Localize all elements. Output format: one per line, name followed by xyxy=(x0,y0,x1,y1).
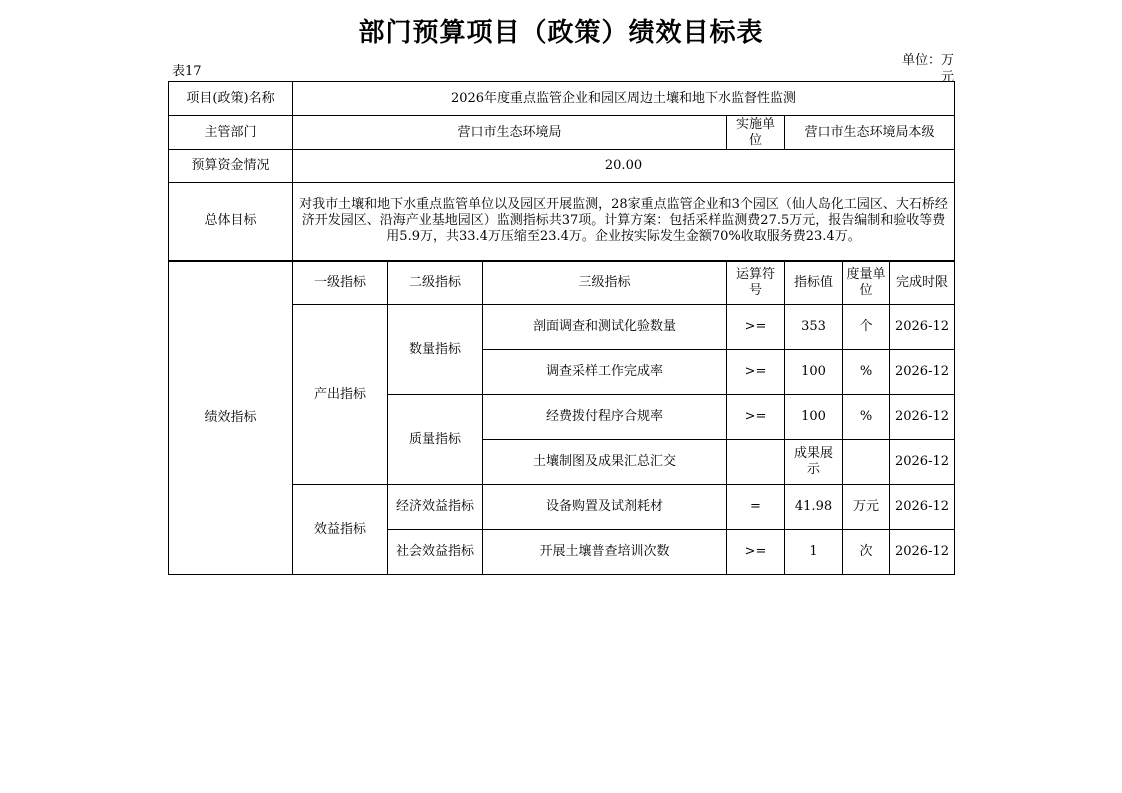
indicator-deadline: 2026-12 xyxy=(890,350,955,395)
indicator-deadline: 2026-12 xyxy=(890,485,955,530)
indicator-deadline: 2026-12 xyxy=(890,305,955,350)
header-level1: 一级指标 xyxy=(293,261,388,305)
level2-economic: 经济效益指标 xyxy=(388,485,483,530)
level2-quality: 质量指标 xyxy=(388,395,483,485)
indicator-unit xyxy=(843,440,890,485)
header-unit: 度量单位 xyxy=(843,261,890,305)
indicator-unit: % xyxy=(843,395,890,440)
indicator-unit: % xyxy=(843,350,890,395)
header-level2: 二级指标 xyxy=(388,261,483,305)
indicator-operator: >= xyxy=(727,350,785,395)
header-operator: 运算符号 xyxy=(727,261,785,305)
page-title: 部门预算项目（政策）绩效目标表 xyxy=(358,18,764,48)
indicator-value: 1 xyxy=(785,530,843,575)
table-number: 表17 xyxy=(172,64,202,79)
indicator-deadline: 2026-12 xyxy=(890,530,955,575)
performance-target-table xyxy=(168,81,955,575)
indicator-name: 设备购置及试剂耗材 xyxy=(483,485,727,530)
indicator-operator: >= xyxy=(727,395,785,440)
indicator-unit: 次 xyxy=(843,530,890,575)
indicator-value: 100 xyxy=(785,350,843,395)
indicator-value: 41.98 xyxy=(785,485,843,530)
project-name-label: 项目(政策)名称 xyxy=(169,82,293,116)
dept-label: 主管部门 xyxy=(169,116,293,150)
level2-quantity: 数量指标 xyxy=(388,305,483,395)
indicator-name: 经费拨付程序合规率 xyxy=(483,395,727,440)
project-name-value: 2026年度重点监管企业和园区周边土壤和地下水监督性监测 xyxy=(293,82,955,116)
indicator-value: 成果展示 xyxy=(785,440,843,485)
dept-value: 营口市生态环境局 xyxy=(293,116,727,150)
level1-benefit: 效益指标 xyxy=(293,485,388,575)
indicator-unit: 个 xyxy=(843,305,890,350)
indicator-operator: >= xyxy=(727,305,785,350)
indicator-value: 100 xyxy=(785,395,843,440)
budget-value: 20.00 xyxy=(293,150,955,183)
indicator-name: 调查采样工作完成率 xyxy=(483,350,727,395)
level1-output: 产出指标 xyxy=(293,305,388,485)
budget-label: 预算资金情况 xyxy=(169,150,293,183)
header-deadline: 完成时限 xyxy=(890,261,955,305)
indicator-operator: = xyxy=(727,485,785,530)
target-value: 对我市土壤和地下水重点监管单位以及园区开展监测，28家重点监管企业和3个园区（仙人岛化工园区、大石桥经济开发园区、沿海产业基地园区）监测指标共37项。计算方案：包括采样监测费27.5万元，报告编制和验收等费用5.9万，共33.4万压缩至23.4万。企业按实际发生金额70%收取服务费23.4万。 xyxy=(293,183,955,261)
indicators-section-label: 绩效指标 xyxy=(169,261,293,575)
indicator-value: 353 xyxy=(785,305,843,350)
indicator-name: 土壤制图及成果汇总汇交 xyxy=(483,440,727,485)
indicator-name: 剖面调查和测试化验数量 xyxy=(483,305,727,350)
indicator-name: 开展土壤普查培训次数 xyxy=(483,530,727,575)
impl-value: 营口市生态环境局本级 xyxy=(785,116,955,150)
indicator-deadline: 2026-12 xyxy=(890,395,955,440)
level2-social: 社会效益指标 xyxy=(388,530,483,575)
header-value: 指标值 xyxy=(785,261,843,305)
indicator-unit: 万元 xyxy=(843,485,890,530)
impl-label: 实施单位 xyxy=(727,116,785,150)
header-level3: 三级指标 xyxy=(483,261,727,305)
indicator-operator: >= xyxy=(727,530,785,575)
indicator-operator xyxy=(727,440,785,485)
indicator-deadline: 2026-12 xyxy=(890,440,955,485)
unit-label: 单位：万元 xyxy=(901,53,954,85)
target-label: 总体目标 xyxy=(169,183,293,261)
